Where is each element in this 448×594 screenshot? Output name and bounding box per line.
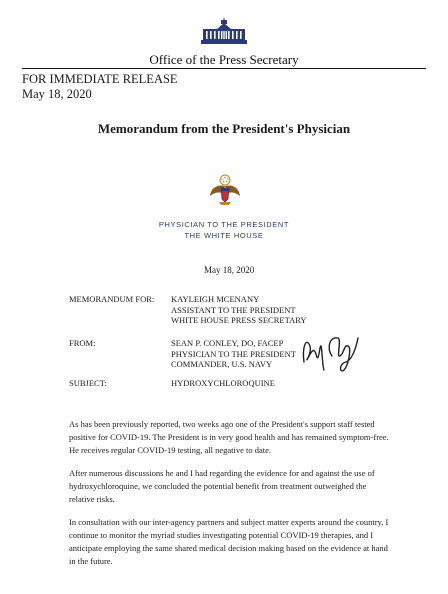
memo-subject-value: HYDROXYCHLOROQUINE	[171, 378, 275, 388]
memo-for-value: KAYLEIGH MCENANY ASSISTANT TO THE PRESIDENT WHITE HOUSE PRESS SECRETARY	[171, 294, 307, 325]
memo-from-row	[69, 338, 296, 370]
memo-title: Memorandum from the President's Physician	[97, 121, 351, 136]
memo-subject-row	[69, 378, 275, 389]
letterhead-line1: PHYSICIAN TO THE PRESIDENT	[158, 220, 290, 229]
letterhead-line2: THE WHITE HOUSE	[184, 231, 264, 240]
body-paragraph-2: After numerous discussions he and I had regarding the evidence for and against the use of hydroxychloroquine, we concluded the potential benefit from treatment outweighed the relative risks.	[69, 468, 375, 504]
release-block	[22, 72, 178, 102]
letterhead	[0, 219, 448, 241]
white-house-icon	[199, 18, 249, 46]
presidential-seal-icon	[207, 172, 243, 208]
memo-from-label: FROM:	[69, 338, 96, 348]
memo-from-value: SEAN P. CONLEY, DO, FACEP PHYSICIAN TO THE PRESIDENT COMMANDER, U.S. NAVY	[171, 338, 296, 369]
office-title: Office of the Press Secretary	[149, 52, 299, 67]
body-paragraph-1: As has been previously reported, two weeks ago one of the President's support staff tested positive for COVID-19. The President is in very good health and has remained symptom-free. He receives regular COVID-19 testing, all negative to date.	[69, 419, 389, 455]
release-date: May 18, 2020	[22, 87, 92, 101]
body-paragraph-3: In consultation with our inter-agency partners and subject matter experts around the country, I continue to monitor the myriad studies investigating potential COVID-19 therapies, and I anticipate employing the same shared medical decision making based on the evidence at hand in the future.	[69, 517, 389, 566]
memo-for-label: MEMORANDUM FOR:	[69, 294, 155, 304]
signature	[298, 318, 366, 376]
memo-subject-label: SUBJECT:	[69, 378, 107, 388]
release-label: FOR IMMEDIATE RELEASE	[22, 72, 178, 86]
memo-for-row	[69, 294, 307, 326]
memo-date: May 18, 2020	[204, 265, 255, 275]
header-divider	[22, 68, 426, 69]
